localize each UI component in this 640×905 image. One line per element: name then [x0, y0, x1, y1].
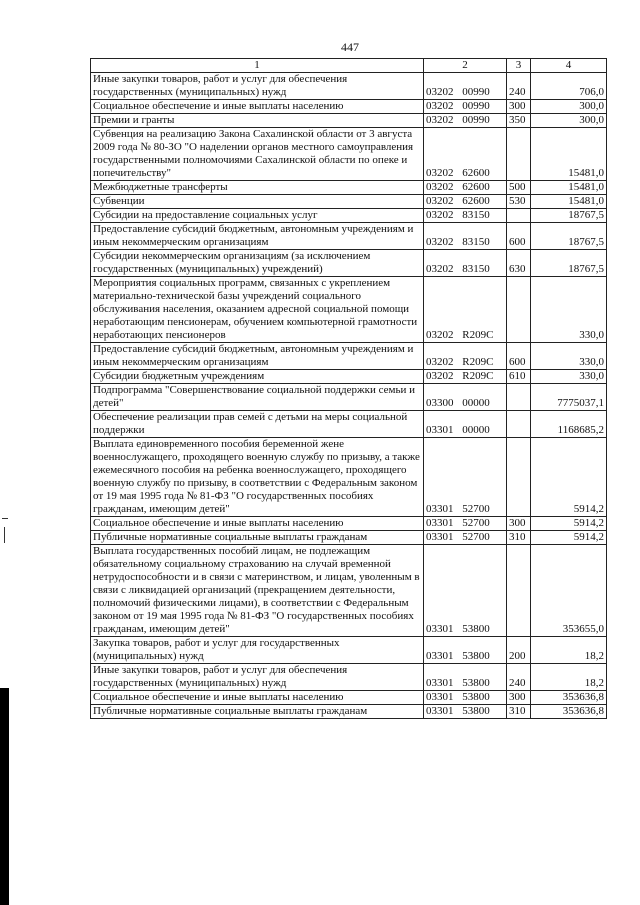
row-code: 03202 62600 — [424, 181, 507, 195]
row-code: 03202 83150 — [424, 209, 507, 223]
row-amount: 15481,0 — [531, 181, 607, 195]
row-code: 03301 53800 — [424, 705, 507, 719]
scan-tick-mark — [4, 527, 5, 543]
row-name: Субвенции — [91, 195, 424, 209]
row-type: 300 — [507, 100, 531, 114]
row-code: 03202 R209C — [424, 277, 507, 343]
table-row — [91, 195, 607, 209]
row-amount: 300,0 — [531, 100, 607, 114]
row-code: 03301 53800 — [424, 664, 507, 691]
header-col-2: 2 — [424, 59, 507, 73]
row-name: Подпрограмма "Совершенствование социальной поддержки семьи и детей" — [91, 384, 424, 411]
scan-tick-mark — [2, 518, 8, 519]
row-code: 03202 83150 — [424, 250, 507, 277]
row-code: 03301 53800 — [424, 691, 507, 705]
table-row — [91, 531, 607, 545]
row-amount: 7775037,1 — [531, 384, 607, 411]
row-code: 03300 00000 — [424, 384, 507, 411]
table-row — [91, 181, 607, 195]
table-row — [91, 223, 607, 250]
row-code: 03202 00990 — [424, 114, 507, 128]
table-row — [91, 664, 607, 691]
row-type: 310 — [507, 705, 531, 719]
row-code: 03301 00000 — [424, 411, 507, 438]
table-row — [91, 277, 607, 343]
row-code: 03301 52700 — [424, 517, 507, 531]
row-name: Иные закупки товаров, работ и услуг для обеспечения государственных (муниципальных) нужд — [91, 73, 424, 100]
row-type — [507, 411, 531, 438]
row-type — [507, 128, 531, 181]
row-amount: 18,2 — [531, 664, 607, 691]
header-col-1: 1 — [91, 59, 424, 73]
table-row — [91, 517, 607, 531]
row-type — [507, 438, 531, 517]
table-row — [91, 545, 607, 637]
row-amount: 18767,5 — [531, 250, 607, 277]
row-code: 03202 62600 — [424, 128, 507, 181]
row-amount: 706,0 — [531, 73, 607, 100]
row-type: 530 — [507, 195, 531, 209]
row-type: 300 — [507, 691, 531, 705]
row-name: Социальное обеспечение и иные выплаты населению — [91, 100, 424, 114]
row-amount: 1168685,2 — [531, 411, 607, 438]
row-type: 500 — [507, 181, 531, 195]
table-row — [91, 411, 607, 438]
row-amount: 15481,0 — [531, 195, 607, 209]
table-row — [91, 705, 607, 719]
row-name: Мероприятия социальных программ, связанных с укреплением материально-технической базы учреждений социального обслуживания населения, оказанием адресной социальной помощи неработающим пенсионерам, обучением компьютерной грамотности неработающих пенсионеров — [91, 277, 424, 343]
row-name: Закупка товаров, работ и услуг для государственных (муниципальных) нужд — [91, 637, 424, 664]
table-row — [91, 73, 607, 100]
row-code: 03301 53800 — [424, 545, 507, 637]
budget-table — [90, 58, 607, 719]
row-name: Предоставление субсидий бюджетным, автономным учреждениям и иным некоммерческим организациям — [91, 223, 424, 250]
row-amount: 353655,0 — [531, 545, 607, 637]
table-row — [91, 209, 607, 223]
row-amount: 18767,5 — [531, 209, 607, 223]
row-type: 350 — [507, 114, 531, 128]
row-type: 300 — [507, 517, 531, 531]
row-amount: 5914,2 — [531, 531, 607, 545]
row-code: 03202 62600 — [424, 195, 507, 209]
table-row — [91, 100, 607, 114]
row-amount: 15481,0 — [531, 128, 607, 181]
row-type: 200 — [507, 637, 531, 664]
row-name: Публичные нормативные социальные выплаты гражданам — [91, 705, 424, 719]
row-type — [507, 545, 531, 637]
row-amount: 5914,2 — [531, 517, 607, 531]
row-amount: 353636,8 — [531, 705, 607, 719]
row-name: Выплата государственных пособий лицам, не подлежащим обязательному социальному страхованию на случай временной нетрудоспособности и в связи с материнством, и лицам, уволенным в связи с ликвидацией организаций (прекращением деятельности, полномочий физическими лицами), в соответствии с Федеральным законом от 19 мая 1995 года № 81-ФЗ "О государственных пособиях гражданам, имеющим детей" — [91, 545, 424, 637]
row-name: Социальное обеспечение и иные выплаты населению — [91, 517, 424, 531]
row-amount: 5914,2 — [531, 438, 607, 517]
table-row — [91, 128, 607, 181]
row-type — [507, 209, 531, 223]
row-code: 03301 53800 — [424, 637, 507, 664]
table-row — [91, 114, 607, 128]
row-type: 240 — [507, 664, 531, 691]
row-name: Межбюджетные трансферты — [91, 181, 424, 195]
row-type: 240 — [507, 73, 531, 100]
table-header-row — [91, 59, 607, 73]
table-row — [91, 370, 607, 384]
table-row — [91, 637, 607, 664]
row-type: 600 — [507, 223, 531, 250]
table-row — [91, 691, 607, 705]
row-type — [507, 384, 531, 411]
row-code: 03202 R209C — [424, 370, 507, 384]
row-amount: 330,0 — [531, 343, 607, 370]
table-row — [91, 438, 607, 517]
table-row — [91, 250, 607, 277]
row-name: Субсидии на предоставление социальных услуг — [91, 209, 424, 223]
row-code: 03202 83150 — [424, 223, 507, 250]
row-name: Иные закупки товаров, работ и услуг для обеспечения государственных (муниципальных) нужд — [91, 664, 424, 691]
row-amount: 353636,8 — [531, 691, 607, 705]
row-code: 03202 00990 — [424, 100, 507, 114]
row-amount: 330,0 — [531, 277, 607, 343]
row-name: Субсидии некоммерческим организациям (за исключением государственных (муниципальных) учреждений) — [91, 250, 424, 277]
row-name: Субсидии бюджетным учреждениям — [91, 370, 424, 384]
row-name: Социальное обеспечение и иные выплаты населению — [91, 691, 424, 705]
row-name: Премии и гранты — [91, 114, 424, 128]
page-number: 447 — [341, 40, 359, 54]
row-type: 630 — [507, 250, 531, 277]
row-code: 03202 00990 — [424, 73, 507, 100]
row-amount: 300,0 — [531, 114, 607, 128]
row-amount: 330,0 — [531, 370, 607, 384]
row-amount: 18767,5 — [531, 223, 607, 250]
row-type: 600 — [507, 343, 531, 370]
table-row — [91, 384, 607, 411]
row-type: 310 — [507, 531, 531, 545]
scan-edge-bar — [0, 688, 9, 905]
row-type: 610 — [507, 370, 531, 384]
row-code: 03301 52700 — [424, 438, 507, 517]
row-code: 03301 52700 — [424, 531, 507, 545]
row-name: Выплата единовременного пособия беременной жене военнослужащего, проходящего военную службу по призыву, а также ежемесячного пособия на ребенка военнослужащего, проходящего военную службу по призыву, в соответствии с Федеральным законом от 19 мая 1995 года № 81-ФЗ "О государственных пособиях гражданам, имеющим детей" — [91, 438, 424, 517]
row-name: Субвенция на реализацию Закона Сахалинской области от 3 августа 2009 года № 80-ЗО "О наделении органов местного самоуправления государственными полномочиями Сахалинской области по опеке и попечительству" — [91, 128, 424, 181]
row-name: Обеспечение реализации прав семей с детьми на меры социальной поддержки — [91, 411, 424, 438]
row-amount: 18,2 — [531, 637, 607, 664]
row-name: Предоставление субсидий бюджетным, автономным учреждениям и иным некоммерческим организациям — [91, 343, 424, 370]
header-col-4: 4 — [531, 59, 607, 73]
row-code: 03202 R209C — [424, 343, 507, 370]
row-type — [507, 277, 531, 343]
header-col-3: 3 — [507, 59, 531, 73]
row-name: Публичные нормативные социальные выплаты гражданам — [91, 531, 424, 545]
table-row — [91, 343, 607, 370]
